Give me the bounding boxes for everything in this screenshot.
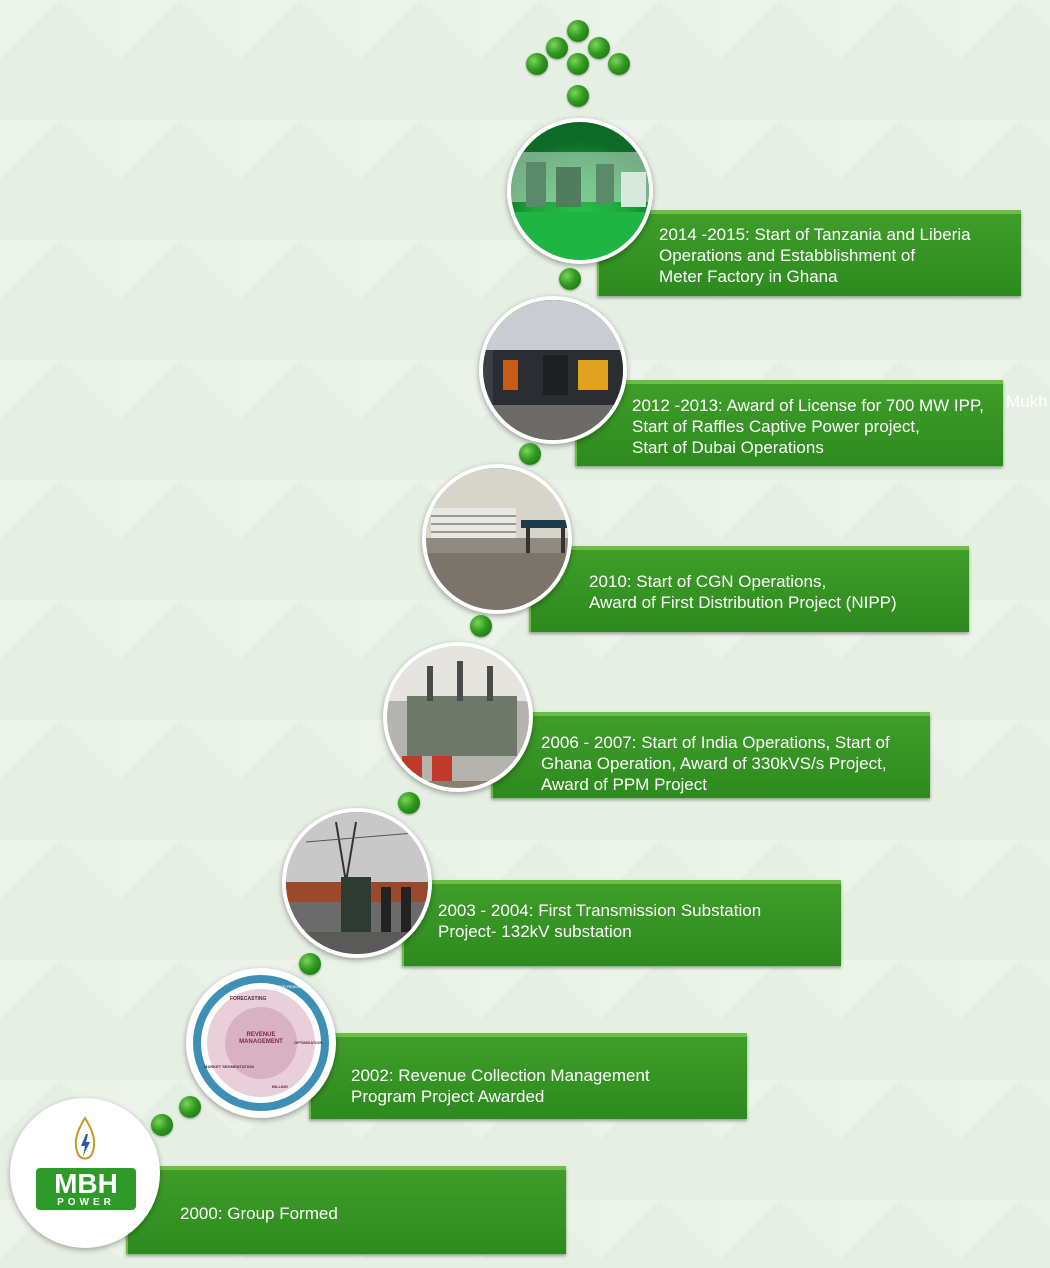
- decor-dot: [588, 37, 610, 59]
- milestone-2002-bar: [309, 1033, 747, 1119]
- revenue-wheel-item: COLLECTION: [238, 1096, 264, 1101]
- decor-dot: [526, 53, 548, 75]
- milestone-text: 2010: Start of CGN Operations,: [589, 572, 827, 591]
- milestone-text: 2003 - 2004: First Transmission Substation: [438, 901, 762, 920]
- cng-station-photo: [422, 464, 572, 614]
- decor-dot: [179, 1096, 201, 1118]
- power-plant-photo: [479, 296, 627, 444]
- decor-dot: [299, 953, 321, 975]
- mbh-power-logo: [10, 1098, 160, 1248]
- decor-dot: [608, 53, 630, 75]
- logo-name: MBH: [54, 1168, 118, 1199]
- decor-dot: [567, 53, 589, 75]
- revenue-wheel-center: REVENUE MANAGEMENT: [239, 1032, 283, 1045]
- milestone-text: Project- 132kV substation: [438, 922, 632, 941]
- milestone-text: Award of PPM Project: [541, 775, 707, 794]
- milestone-text: 2002: Revenue Collection Management: [351, 1066, 650, 1085]
- milestone-text: 2000: Group Formed: [180, 1204, 338, 1223]
- milestone-2010-bar: [529, 546, 969, 632]
- milestone-text: Ghana Operation, Award of 330kVS/s Project,: [541, 754, 887, 773]
- revenue-wheel-item: OPTIMIZATION: [294, 1040, 323, 1045]
- milestone-text: Meter Factory in Ghana: [659, 267, 838, 286]
- milestone-2012-bar: [575, 380, 1003, 466]
- revenue-wheel-item: BILLING: [272, 1084, 288, 1089]
- milestone-text: Start of Dubai Operations: [632, 438, 824, 457]
- decor-dot: [559, 268, 581, 290]
- decor-dot: [398, 792, 420, 814]
- milestone-text: Program Project Awarded: [351, 1087, 545, 1106]
- decor-dot: [519, 443, 541, 465]
- milestone-text: 2012 -2013: Award of License for 700 MW IPP,: [632, 396, 984, 415]
- flame-bolt-icon: [70, 1116, 100, 1164]
- decor-dot: [567, 20, 589, 42]
- decor-dot: [567, 85, 589, 107]
- milestone-2014-bar: [597, 210, 1021, 296]
- milestone-text: 2006 - 2007: Start of India Operations, Start of: [541, 733, 890, 752]
- decor-dot: [470, 615, 492, 637]
- overflow-text: Mukh: [1006, 392, 1048, 411]
- logo-box: [36, 1168, 136, 1210]
- logo-sub: POWER: [57, 1197, 115, 1208]
- milestone-2003-bar: [402, 880, 841, 966]
- meter-factory-photo: [507, 118, 653, 264]
- milestone-text: Operations and Estabblishment of: [659, 246, 916, 265]
- milestone-text: Start of Raffles Captive Power project,: [632, 417, 920, 436]
- milestone-text: 2014 -2015: Start of Tanzania and Liberia: [659, 225, 971, 244]
- revenue-wheel-item: FORECASTING: [230, 996, 267, 1002]
- decor-dot: [151, 1114, 173, 1136]
- substation-photo: [282, 808, 432, 958]
- milestone-2006-bar: [491, 712, 930, 798]
- revenue-wheel-item: MARKET SEGMENTATION: [204, 1064, 254, 1069]
- decor-dot: [546, 37, 568, 59]
- milestone-text: Award of First Distribution Project (NIPP): [589, 593, 897, 612]
- revenue-wheel-item: METER READING: [272, 984, 306, 989]
- transformer-photo: [383, 642, 533, 792]
- revenue-management-wheel: [186, 968, 336, 1118]
- milestone-2000-bar: [126, 1166, 566, 1254]
